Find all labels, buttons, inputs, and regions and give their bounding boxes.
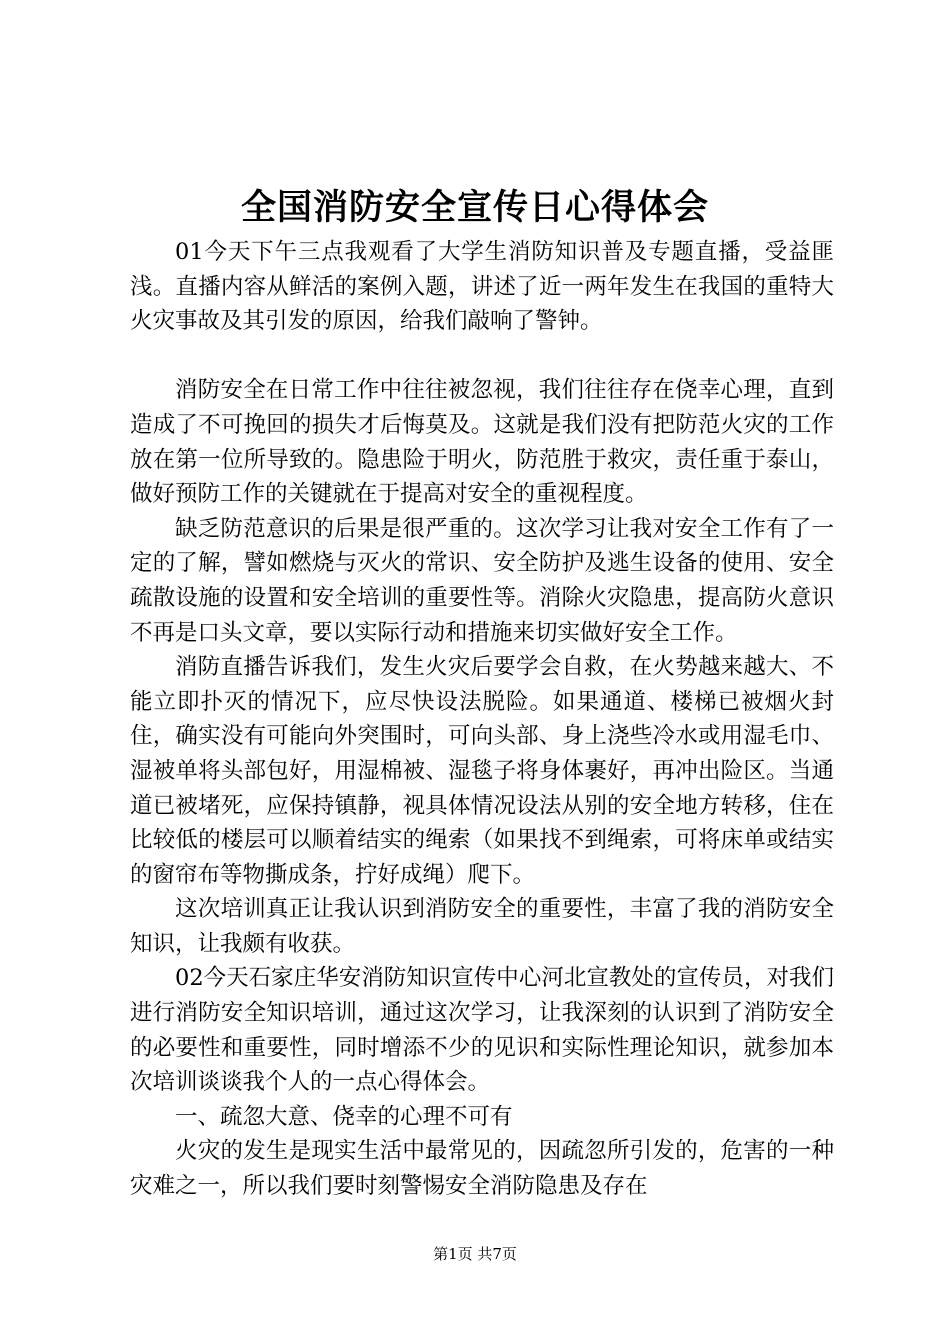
document-body — [130, 235, 834, 1204]
paragraph-1: 01今天下午三点我观看了大学生消防知识普及专题直播，受益匪浅。直播内容从鲜活的案例入题，讲述了近一两年发生在我国的重特大火灾事故及其引发的原因，给我们敲响了警钟。 — [130, 239, 834, 335]
paragraph-gap — [130, 339, 834, 374]
paragraph-7: 火灾的发生是现实生活中最常见的，因疏忽所引发的，危害的一种灾难之一，所以我们要时刻警惕安全消防隐患及存在 — [130, 1138, 834, 1200]
document-title: 全国消防安全宣传日心得体会 — [240, 187, 709, 228]
paragraph-4: 消防直播告诉我们，发生火灾后要学会自救，在火势越来越大、不能立即扑灭的情况下，应尽快设法脱险。如果通道、楼梯已被烟火封住，确实没有可能向外突围时，可向头部、身上浇些冷水或用湿毛巾、湿被单将头部包好，用湿棉被、湿毯子将身体裹好，再冲出险区。当通道已被堵死，应保持镇静，视具体情况设法从别的安全地方转移，住在比较低的楼层可以顺着结实的绳索（如果找不到绳索，可将床单或结实的窗帘布等物撕成条，拧好成绳）爬下。 — [130, 654, 834, 888]
paragraph-5: 这次培训真正让我认识到消防安全的重要性，丰富了我的消防安全知识，让我颇有收获。 — [130, 896, 834, 957]
paragraph-3: 缺乏防范意识的后果是很严重的。这次学习让我对安全工作有了一定的了解，譬如燃烧与灭火的常识、安全防护及逃生设备的使用、安全疏散设施的设置和安全培训的重要性等。消除火灾隐患，提高防火意识不再是口头文章，要以实际行动和措施来切实做好安全工作。 — [130, 515, 834, 646]
section-heading-1: 一、疏忽大意、侥幸的心理不可有 — [175, 1103, 513, 1130]
paragraph-6: 02今天石家庄华安消防知识宣传中心河北宣教处的宣传员，对我们进行消防安全知识培训，通过这次学习，让我深刻的认识到了消防安全的必要性和重要性，同时增添不少的见识和实际性理论知识，就参加本次培训谈谈我个人的一点心得体会。 — [130, 965, 834, 1096]
page-footer: 第1页 共7页 — [433, 1245, 517, 1263]
paragraph-2: 消防安全在日常工作中往往被忽视，我们往往存在侥幸心理，直到造成了不可挽回的损失才后悔莫及。这就是我们没有把防范火灾的工作放在第一位所导致的。隐患险于明火，防范胜于救灾，责任重于泰山，做好预防工作的关键就在于提高对安全的重视程度。 — [130, 377, 834, 508]
